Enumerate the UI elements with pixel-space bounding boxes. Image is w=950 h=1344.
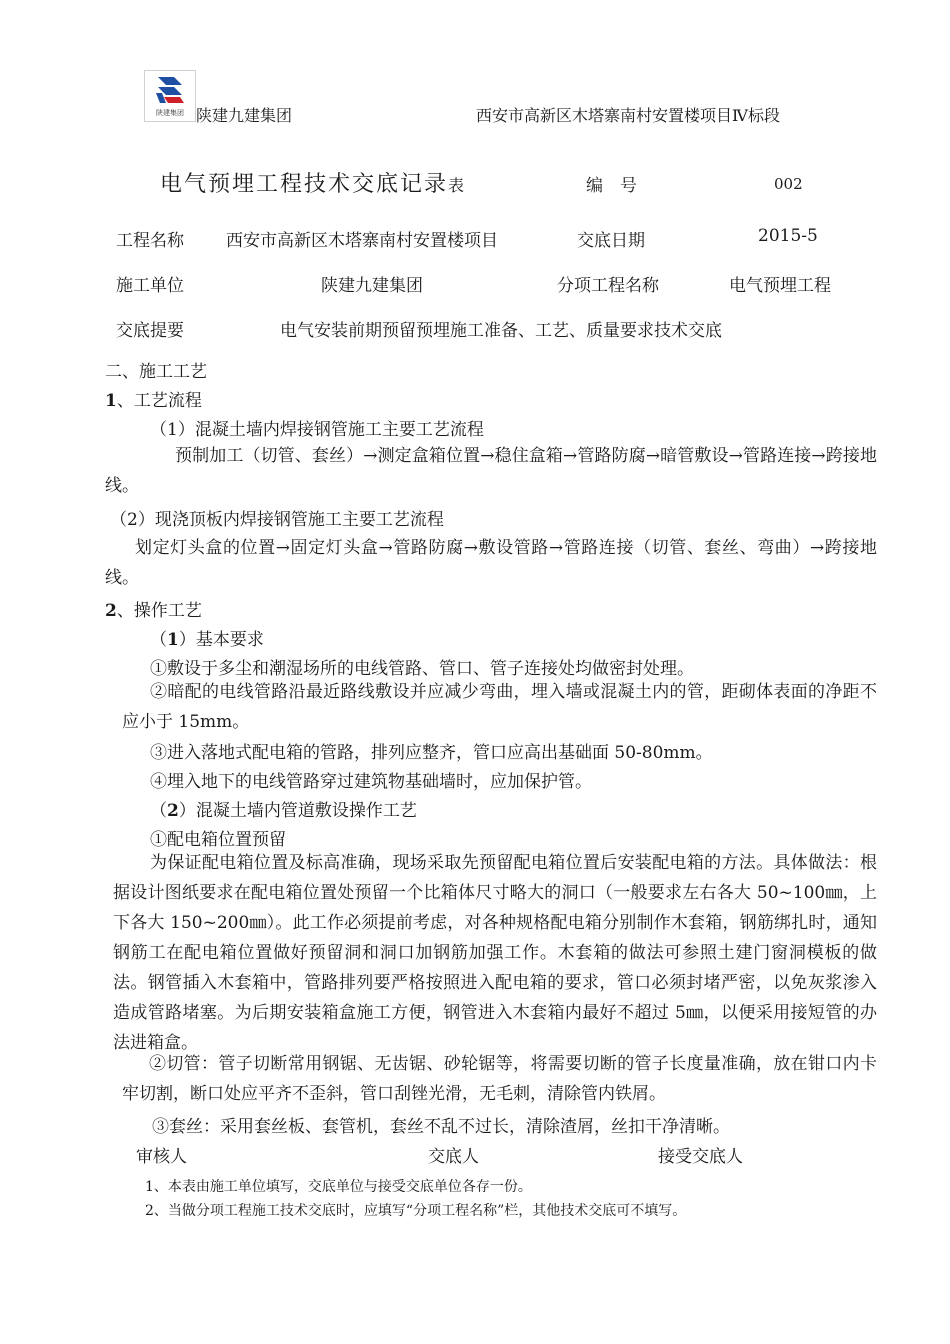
operation-label: ）混凝土墙内管道敷设操作工艺 [178,801,417,821]
project-name-label: 工程名称 [116,231,184,251]
receiver-label: 接受交底人 [658,1147,743,1167]
footnote-1: 1、本表由施工单位填写，交底单位与接受交底单位各存一份。 [145,1179,532,1195]
operation-2-text: ②切管：管子切断常用钢锯、无齿锯、砂轮锯等，将需要切断的管子长度量准确，放在钳口内卡牢切割，断口处应平齐不歪斜，管口刮锉光滑，无毛刺，清除管内铁屑。 [122,1054,877,1104]
basic-req-label: ）基本要求 [178,630,264,650]
number-label: 编 号 [586,176,637,196]
summary-label: 交底提要 [116,321,184,341]
logo-mark-icon [154,75,186,105]
operation-1-text: 为保证配电箱位置及标高准确，现场采取先预留配电箱位置后安装配电箱的方法。具体做法：根据设计图纸要求在配电箱位置处预留一个比箱体尺寸略大的洞口（一般要求左右各大 50~100㎜，上下各大 150~200㎜）。此工作必须提前考虑，对各种规格配电箱分别制作木套箱，钢筋绑扎时，通知钢筋工在配电箱位置做好预留洞和洞口加钢筋加强工作。木套箱的做法可参照土建门窗洞模板的做法。钢管插入木套箱中，管路排列要严格按照进入配电箱的要求，管口必须封堵严密，以免灰浆渗入造成管路堵塞。为后期安装箱盒施工方便，钢管进入木套箱内最好不超过 5㎜，以便采用接短管的办法进箱盒。 [113,853,877,1053]
process-2-text: 划定灯头盒的位置→固定灯头盒→管路防腐→敷设管路→管路连接（切管、套丝、弯曲）→跨接地线。 [105,538,877,588]
subsection-1-number: 1 [105,391,117,411]
subsection-heading-2 [105,596,202,621]
process-1-text: 预制加工（切管、套丝）→测定盒箱位置→稳住盒箱→管路防腐→暗管敷设→管路连接→跨接地线。 [105,446,877,496]
header-project [476,103,780,126]
process-2-title: （2）现浇顶板内焊接钢管施工主要工艺流程 [110,510,444,530]
subsection-heading-1 [105,386,202,411]
unit-value: 陕建九建集团 [321,276,423,296]
requirement-4: ④埋入地下的电线管路穿过建筑物基础墙时，应加保护管。 [150,772,592,792]
section-heading: 二、施工工艺 [105,362,207,382]
logo-text: 陕建集团 [156,109,184,117]
process-1-title: （1）混凝土墙内焊接钢管施工主要工艺流程 [150,420,484,440]
operation-title [150,796,417,821]
requirement-1: ①敷设于多尘和潮湿场所的电线管路、管口、管子连接处均做密封处理。 [150,659,694,679]
date-value: 2015-5 [758,226,818,246]
reviewer-label: 审核人 [136,1147,187,1167]
subsection-1-title: 、工艺流程 [116,391,202,411]
header-section: Ⅳ标段 [732,106,781,125]
operation-paren-open: （ [150,801,167,821]
presenter-label: 交底人 [428,1147,479,1167]
document-title [160,167,464,198]
header-project-name: 西安市高新区木塔寨南村安置楼项目 [476,106,733,125]
project-name-value: 西安市高新区木塔寨南村安置楼项目 [226,231,498,251]
header-company: 陕建九建集团 [196,106,293,125]
company-logo [144,70,196,122]
date-label: 交底日期 [577,231,645,251]
requirement-2: ②暗配的电线管路沿最近路线敷设并应减少弯曲，埋入墙或混凝土内的管，距砌体表面的净距不应小于 15mm。 [122,682,877,732]
basic-req-number: 1 [167,630,179,650]
document-title-main: 电气预埋工程技术交底记录 [160,172,449,197]
number-value: 002 [774,175,803,193]
document-title-suffix: 表 [448,176,465,195]
requirement-3: ③进入落地式配电箱的管路，排列应整齐，管口应高出基础面 50-80mm。 [150,743,713,763]
operation-number: 2 [167,801,179,821]
operation-3-text: ③套丝：采用套丝板、套管机，套丝不乱不过长，清除渣屑，丝扣干净清晰。 [152,1117,730,1137]
basic-req-title [150,625,264,650]
subproject-value: 电气预埋工程 [729,276,831,296]
footnote-2: 2、当做分项工程施工技术交底时，应填写“分项工程名称”栏，其他技术交底可不填写。 [145,1203,687,1219]
basic-req-paren-open: （ [150,630,167,650]
summary-value: 电气安装前期预留预埋施工准备、工艺、质量要求技术交底 [280,321,722,341]
operation-1-title: ①配电箱位置预留 [150,830,286,850]
subsection-2-number: 2 [105,601,117,621]
subproject-label: 分项工程名称 [557,276,659,296]
subsection-2-title: 、操作工艺 [116,601,202,621]
unit-label: 施工单位 [116,276,184,296]
